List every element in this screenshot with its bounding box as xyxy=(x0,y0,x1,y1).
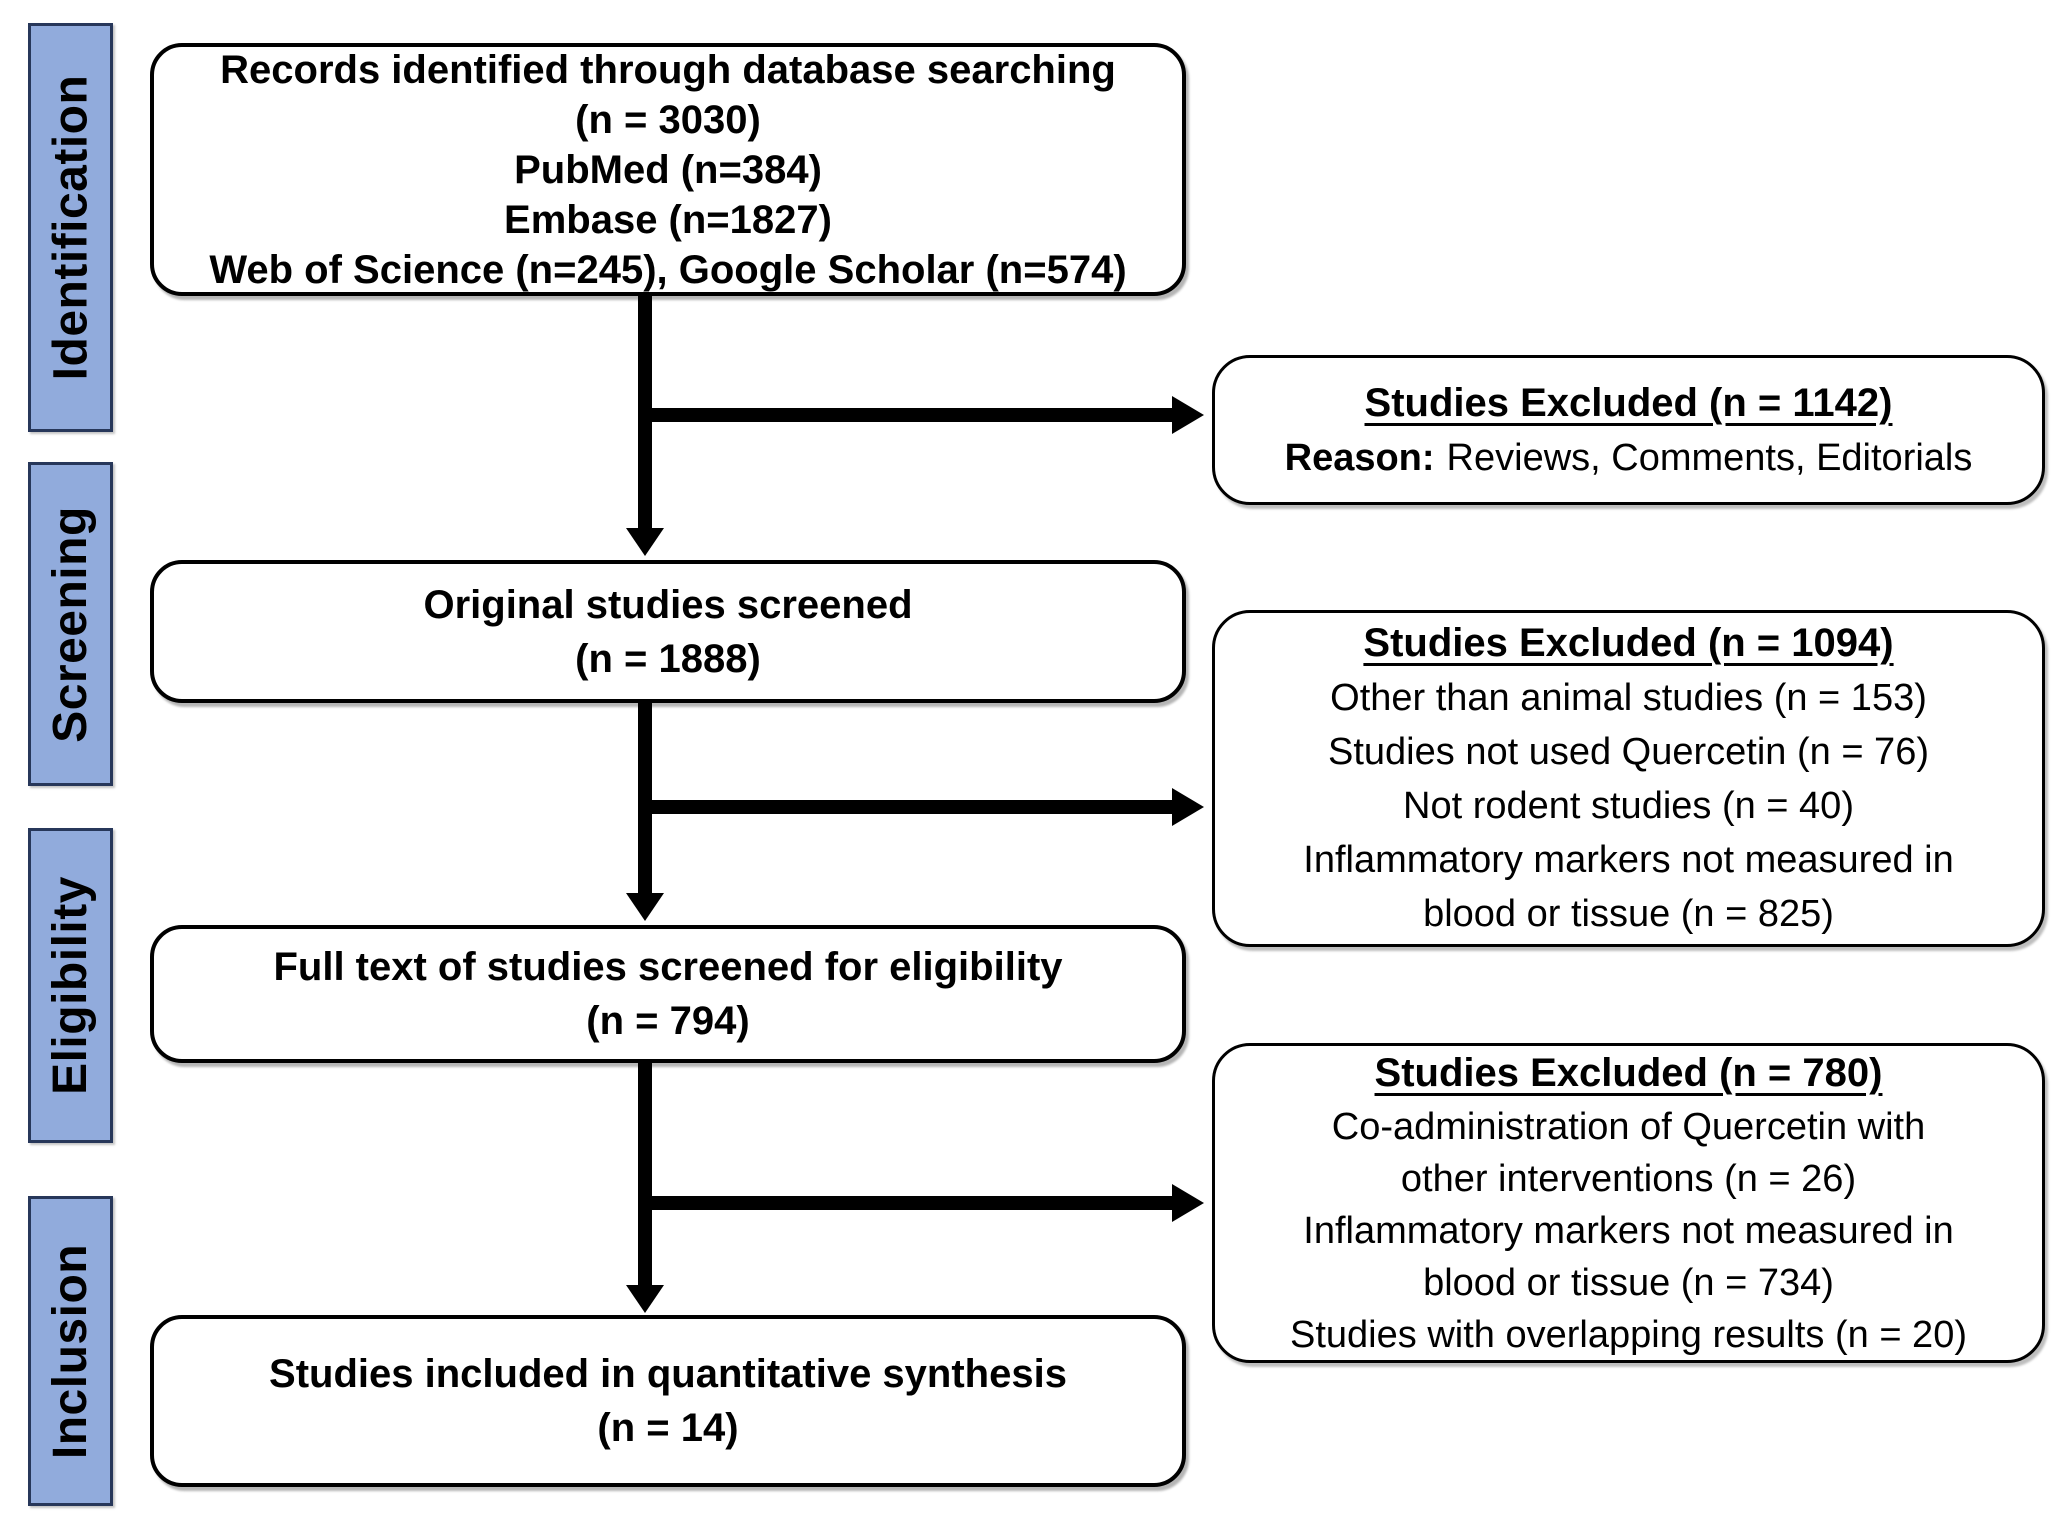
stage-box-screening xyxy=(28,462,113,786)
exclusion-reason-line xyxy=(1285,431,1973,485)
exclusion-item-line: Studies not used Quercetin (n = 76) xyxy=(1328,731,1929,773)
exclusion-item-line: Co-administration of Quercetin with xyxy=(1331,1105,1926,1148)
arrow-screening-to-eligibility xyxy=(638,703,652,893)
flow-box-text-line: Embase (n=1827) xyxy=(504,197,832,242)
exclusion-title: Studies Excluded (n = 780) xyxy=(1374,1050,1883,1095)
flow-box-text-line: PubMed (n=384) xyxy=(514,147,822,192)
exclusion-item-line: Inflammatory markers not measured in xyxy=(1303,1209,1954,1252)
exclusion-item-line: Not rodent studies (n = 40) xyxy=(1403,785,1854,827)
arrow-to-excluded-1094 xyxy=(645,800,1172,814)
exclusion-box-eligibility-stage xyxy=(1212,610,2045,947)
stage-box-inclusion xyxy=(28,1196,113,1506)
exclusion-title: Studies Excluded (n = 1094) xyxy=(1363,621,1894,665)
exclusion-item-line: Inflammatory markers not measured in xyxy=(1303,839,1954,881)
exclusion-item-line: blood or tissue (n = 825) xyxy=(1423,893,1834,935)
exclusion-item-line: other interventions (n = 26) xyxy=(1400,1157,1857,1200)
flow-box-studies-included xyxy=(150,1315,1186,1487)
arrow-eligibility-to-inclusion xyxy=(638,1063,652,1285)
exclusion-item-line: blood or tissue (n = 734) xyxy=(1423,1261,1834,1304)
flow-box-text-line: Records identified through database searching xyxy=(220,47,1116,92)
exclusion-box-inclusion-stage xyxy=(1212,1043,2045,1363)
exclusion-box-screening-stage xyxy=(1212,355,2045,505)
stage-label-eligibility: Eligibility xyxy=(44,876,98,1095)
exclusion-reason-label: Reason: xyxy=(1284,436,1435,479)
flow-box-text-line: (n = 14) xyxy=(597,1406,739,1450)
stage-label-inclusion: Inclusion xyxy=(44,1243,97,1459)
flow-box-full-text-screened xyxy=(150,925,1186,1063)
flow-box-text-line: Original studies screened xyxy=(423,582,913,627)
exclusion-title: Studies Excluded (n = 1142) xyxy=(1364,380,1893,425)
stage-box-eligibility xyxy=(28,828,113,1143)
flow-box-text-line: (n = 3030) xyxy=(575,97,761,142)
arrowhead-right-icon xyxy=(1172,788,1204,826)
arrowhead-down-icon xyxy=(626,1285,664,1313)
flow-box-text-line: Web of Science (n=245), Google Scholar (n=574) xyxy=(209,247,1127,292)
exclusion-reason-text: Reviews, Comments, Editorials xyxy=(1446,436,1973,479)
flow-box-studies-screened xyxy=(150,560,1186,703)
arrowhead-right-icon xyxy=(1172,396,1204,434)
flow-box-text-line: (n = 794) xyxy=(586,999,750,1043)
arrowhead-down-icon xyxy=(626,528,664,556)
exclusion-item-line: Studies with overlapping results (n = 20) xyxy=(1290,1313,1967,1356)
flow-box-records-identified xyxy=(150,43,1186,296)
arrow-to-excluded-1142 xyxy=(645,408,1172,422)
arrowhead-down-icon xyxy=(626,893,664,921)
stage-label-identification: Identification xyxy=(44,74,98,381)
arrowhead-right-icon xyxy=(1172,1184,1204,1222)
exclusion-item-line: Other than animal studies (n = 153) xyxy=(1330,677,1927,719)
stage-label-screening: Screening xyxy=(44,505,98,743)
arrow-to-excluded-780 xyxy=(645,1196,1172,1210)
stage-box-identification xyxy=(28,23,113,432)
flow-box-text-line: (n = 1888) xyxy=(575,636,761,681)
flow-box-text-line: Studies included in quantitative synthesis xyxy=(269,1352,1067,1396)
flow-box-text-line: Full text of studies screened for eligibility xyxy=(273,945,1063,989)
